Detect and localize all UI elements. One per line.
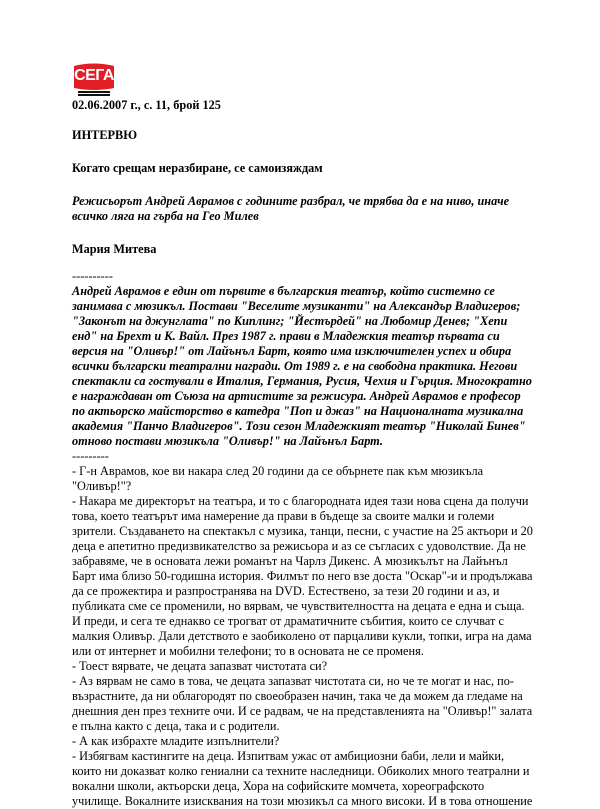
- intro-paragraph: Андрей Аврамов е един от първите в българския театър, който системно се занимава с мюзикъл. Постави "Веселите музиканти" на Александър Владигеров; "Законът на джунглата" по Киплинг; "Йестърдей" на Любомир Денев; "Хепи енд" на Брехт и К. Вайл. През 1987 г. прави в Младежкия театър първата си версия на "Оливър!" от Лайънъл Барт, която има изключителен успех и обира всички български театрални награди. От 1989 г. е на свободна практика. Негови спектакли са гостували в Италия, Германия, Русия, Чехия и Гърция. Многократно е награждаван от Съюза на артистите за режисура. Андрей Аврамов е професор по актьорско майсторство в катедра "Поп и джаз" на Националната музикална академия "Панчо Владигеров". Този сезон Младежкият театър "Николай Бинев" отново постави мюзикъла "Оливър!" на Лайънъл Барт.: [72, 284, 532, 448]
- question-2: - Тоест вярвате, че децата запазват чистотата си?: [72, 659, 328, 673]
- article-page: [72, 62, 534, 809]
- sega-logo: [72, 62, 116, 98]
- logo-text: СЕГА: [74, 67, 114, 84]
- answer-2: - Аз вярвам не само в това, че децата запазват чистотата си, но че те могат и нас, по-възрастните, да ни облагородят по своеобразен начин, така че да можем да гледаме на днешния ден през техните очи. И се радвам, че на представленията на "Оливър!" залата е пълна както с деца, така и с родители.: [72, 674, 533, 733]
- source-line: 02.06.2007 г., с. 11, брой 125: [72, 98, 221, 112]
- headline: Когато срещам неразбиране, се самоизяждам: [72, 161, 323, 175]
- rubric: ИНТЕРВЮ: [72, 128, 138, 142]
- author-name: Мария Митева: [72, 242, 157, 256]
- answer-1: - Накара ме директорът на театъра, и то с благородната идея тази нова сцена да получи това, което театърът има намерение да прави в бъдеще за своите малки и големи зрители. Създаването на спектакъл с музика, танци, песни, с участие на 25 актьори и 20 деца е апетитно предизвикателство за режисьора и аз се съгласих с удоволствие. Да не забравяме, че в основата лежи романът на Чарлз Дикенс. А мюзикълът на Лайънъл Барт има близо 50-годишна история. Филмът по него взе доста "Оскар"-и и продължава да се прожектира и разпространява на DVD. Естествено, за тези 20 години и аз, и публиката сме се променили, но вярвам, че чувствителността на децата е една и съща. И преди, и сега те еднакво се трогват от драматичните събития, които се случват с малкия Оливър. Дали детството е заобиколено от парцаливи кукли, топки, игра на дама или от интернет и мобилни телефони; то в основата не се променя.: [72, 494, 533, 658]
- answer-3: - Избягвам кастингите на деца. Изпитвам ужас от амбициозни баби, лели и майки, които ни доказват колко гениални са техните наследници. Обиколих много театрални и вокални школи, актьорски деца, Хора на софийските момчета, хореографското училище. Вокалните изисквания на този мюзикъл са много високи. И в това отношение: [72, 749, 533, 808]
- lead-paragraph: Режисьорът Андрей Аврамов с годините разбрал, че трябва да е на ниво, иначе всичко ляга на гърба на Гео Милев: [72, 194, 510, 223]
- separator-top: ----------: [72, 269, 113, 283]
- question-3: - А как избрахте младите изпълнители?: [72, 734, 280, 748]
- question-1: - Г-н Аврамов, кое ви накара след 20 години да се обърнете пак към мюзикъла "Оливър!"?: [72, 464, 484, 493]
- separator-bottom: ---------: [72, 449, 109, 463]
